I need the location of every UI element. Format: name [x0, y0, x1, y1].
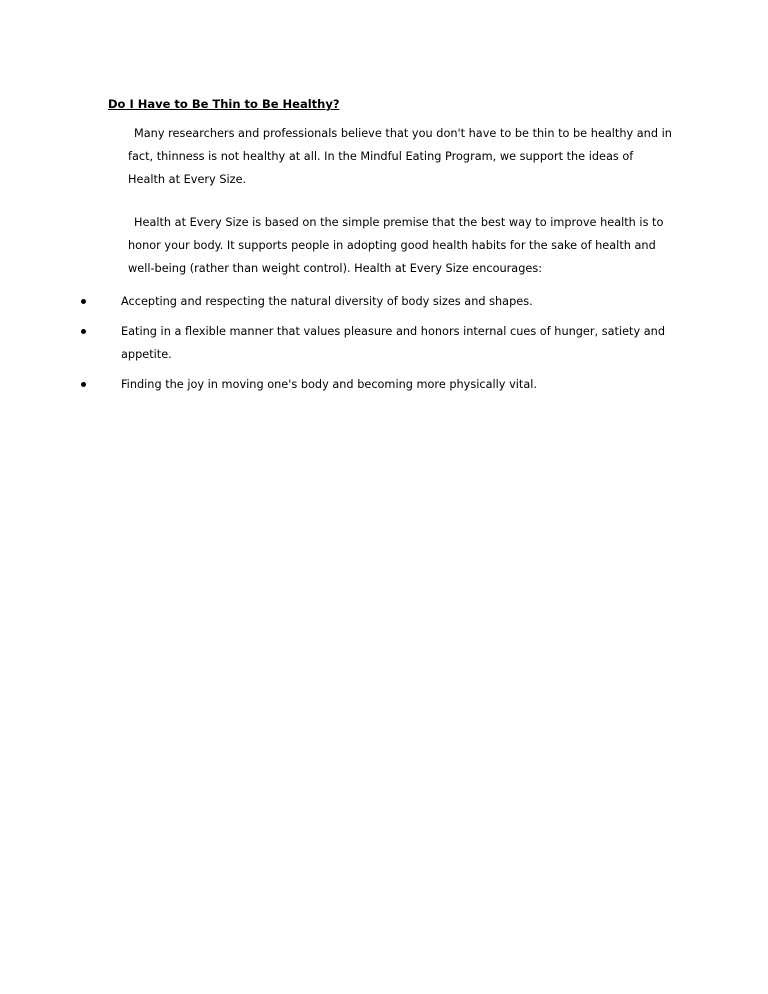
- list-item-text: Eating in a flexible manner that values pleasure and honors internal cues of hunger, satiety and: [121, 325, 665, 338]
- list-item-text: Finding the joy in moving one's body and becoming more physically vital.: [121, 378, 537, 391]
- list-item-text: appetite.: [121, 348, 172, 361]
- bullet-list: [80, 290, 741, 403]
- list-item-text: Accepting and respecting the natural diversity of body sizes and shapes.: [121, 295, 533, 308]
- paragraph-line: Health at Every Size.: [128, 173, 247, 186]
- paragraph-line: honor your body. It supports people in adopting good health habits for the sake of health and: [128, 239, 656, 252]
- paragraph-line: fact, thinness is not healthy at all. In the Mindful Eating Program, we support the ideas of: [128, 150, 634, 163]
- paragraph-line: Health at Every Size is based on the simple premise that the best way to improve health is to: [134, 216, 664, 229]
- paragraph-intro: [128, 122, 672, 191]
- document-heading: Do I Have to Be Thin to Be Healthy?: [108, 97, 340, 111]
- paragraph-line: Many researchers and professionals believe that you don't have to be thin to be healthy and in: [134, 127, 672, 140]
- paragraph-line: well-being (rather than weight control). Health at Every Size encourages:: [128, 262, 543, 275]
- list-item: [80, 373, 741, 396]
- paragraph-haes: [128, 211, 663, 280]
- list-item: [80, 320, 741, 366]
- list-item: [80, 290, 741, 313]
